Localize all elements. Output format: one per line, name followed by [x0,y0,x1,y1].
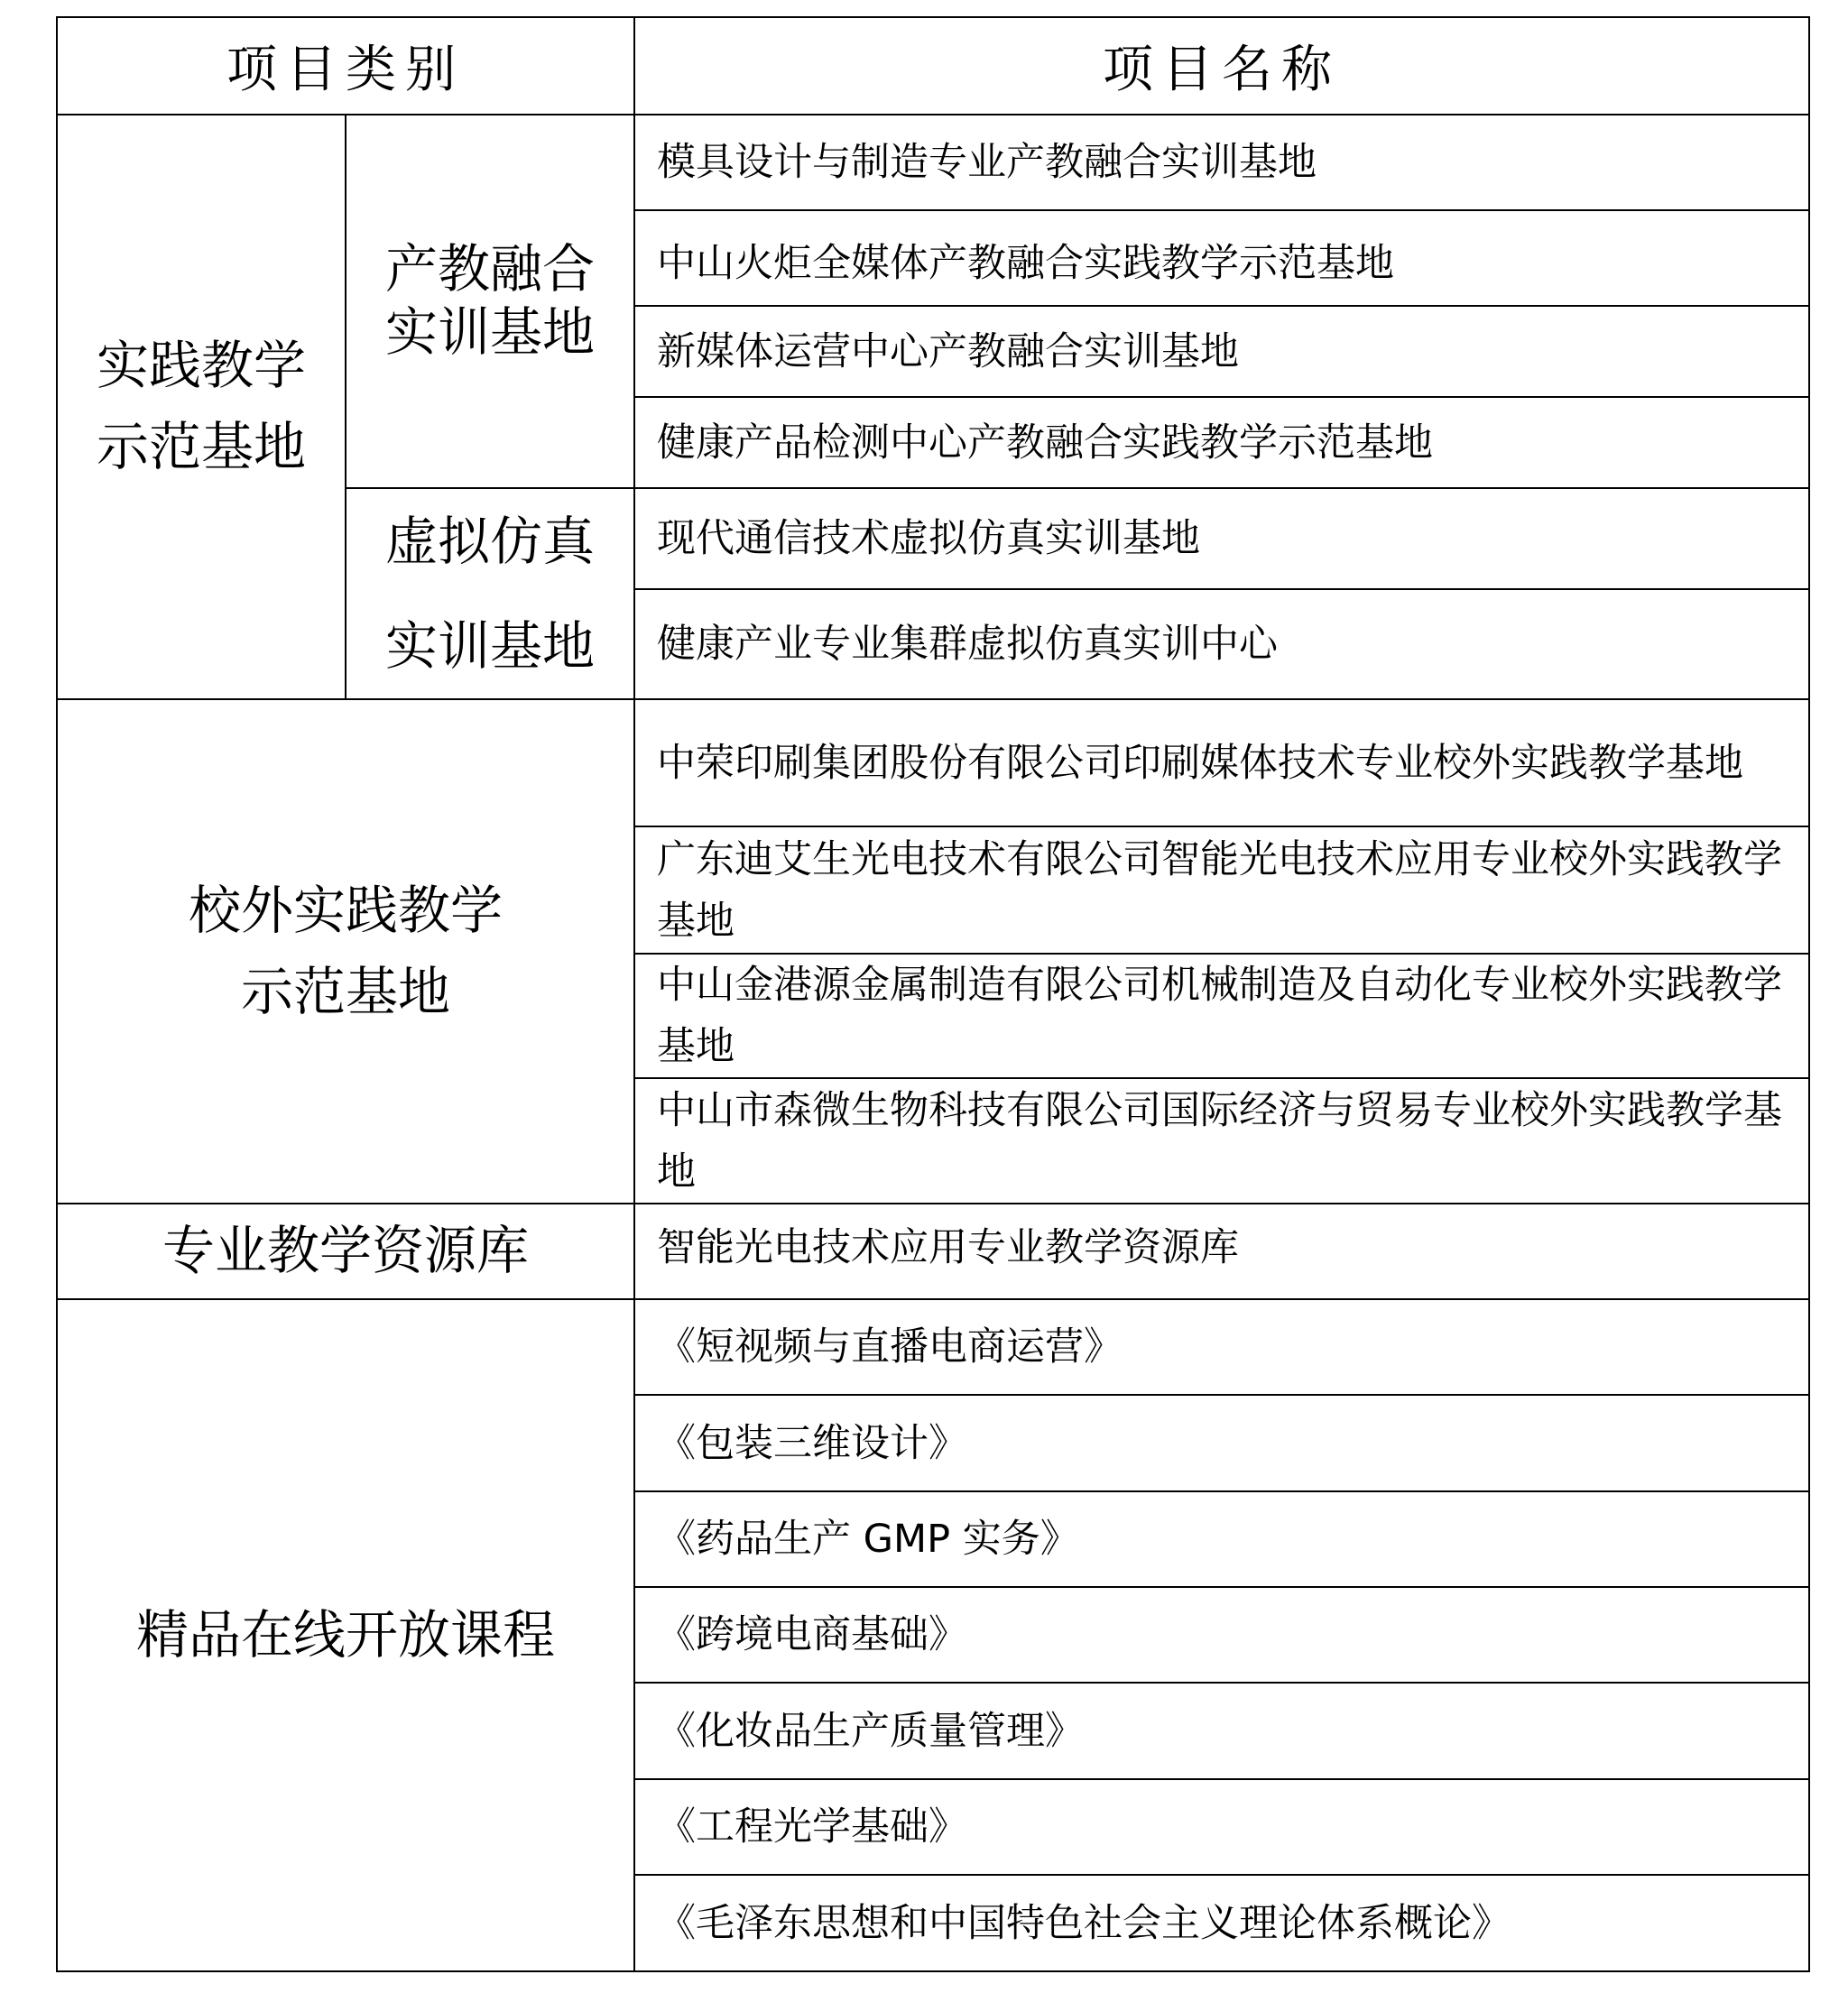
category-practice-line2: 示范基地 [96,416,306,477]
list-item: 中山金港源金属制造有限公司机械制造及自动化专业校外实践教学基地 [634,954,1809,1078]
subcategory-virtual-line1: 虚拟仿真 [384,511,595,572]
list-item: 智能光电技术应用专业教学资源库 [634,1204,1809,1299]
list-item: 健康产业专业集群虚拟仿真实训中心 [634,589,1809,699]
table-row [57,115,1809,210]
header-category: 项目类别 [57,17,634,115]
subcategory-virtual [346,488,634,699]
category-practice [57,115,346,699]
header-name: 项目名称 [634,17,1809,115]
list-item: 广东迪艾生光电技术有限公司智能光电技术应用专业校外实践教学基地 [634,826,1809,954]
category-offcampus-line1: 校外实践教学 [188,879,503,941]
category-offcampus [57,699,634,1204]
list-item: 《短视频与直播电商运营》 [634,1299,1809,1395]
list-item: 《包装三维设计》 [634,1395,1809,1491]
list-item: 《药品生产 GMP 实务》 [634,1491,1809,1587]
table-row [57,1204,1809,1299]
table-row [57,1299,1809,1395]
list-item: 《工程光学基础》 [634,1779,1809,1875]
list-item: 《化妆品生产质量管理》 [634,1683,1809,1779]
category-resource: 专业教学资源库 [57,1204,634,1299]
subcategory-industry-line1: 产教融合 [384,238,595,300]
list-item: 新媒体运营中心产教融合实训基地 [634,306,1809,397]
subcategory-industry [346,115,634,488]
list-item: 中荣印刷集团股份有限公司印刷媒体技术专业校外实践教学基地 [634,699,1809,826]
list-item: 中山市森微生物科技有限公司国际经济与贸易专业校外实践教学基地 [634,1078,1809,1204]
list-item: 《跨境电商基础》 [634,1587,1809,1683]
list-item: 《毛泽东思想和中国特色社会主义理论体系概论》 [634,1875,1809,1971]
category-offcampus-line2: 示范基地 [240,960,450,1022]
list-item: 健康产品检测中心产教融合实践教学示范基地 [634,397,1809,488]
table-header-row [57,17,1809,115]
list-item: 中山火炬全媒体产教融合实践教学示范基地 [634,210,1809,306]
list-item: 模具设计与制造专业产教融合实训基地 [634,115,1809,210]
category-courses: 精品在线开放课程 [57,1299,634,1971]
subcategory-industry-line2: 实训基地 [384,301,595,363]
project-table [56,16,1810,1972]
subcategory-virtual-line2: 实训基地 [384,615,595,677]
list-item: 现代通信技术虚拟仿真实训基地 [634,488,1809,589]
category-practice-line1: 实践教学 [96,335,306,397]
table-row [57,699,1809,826]
